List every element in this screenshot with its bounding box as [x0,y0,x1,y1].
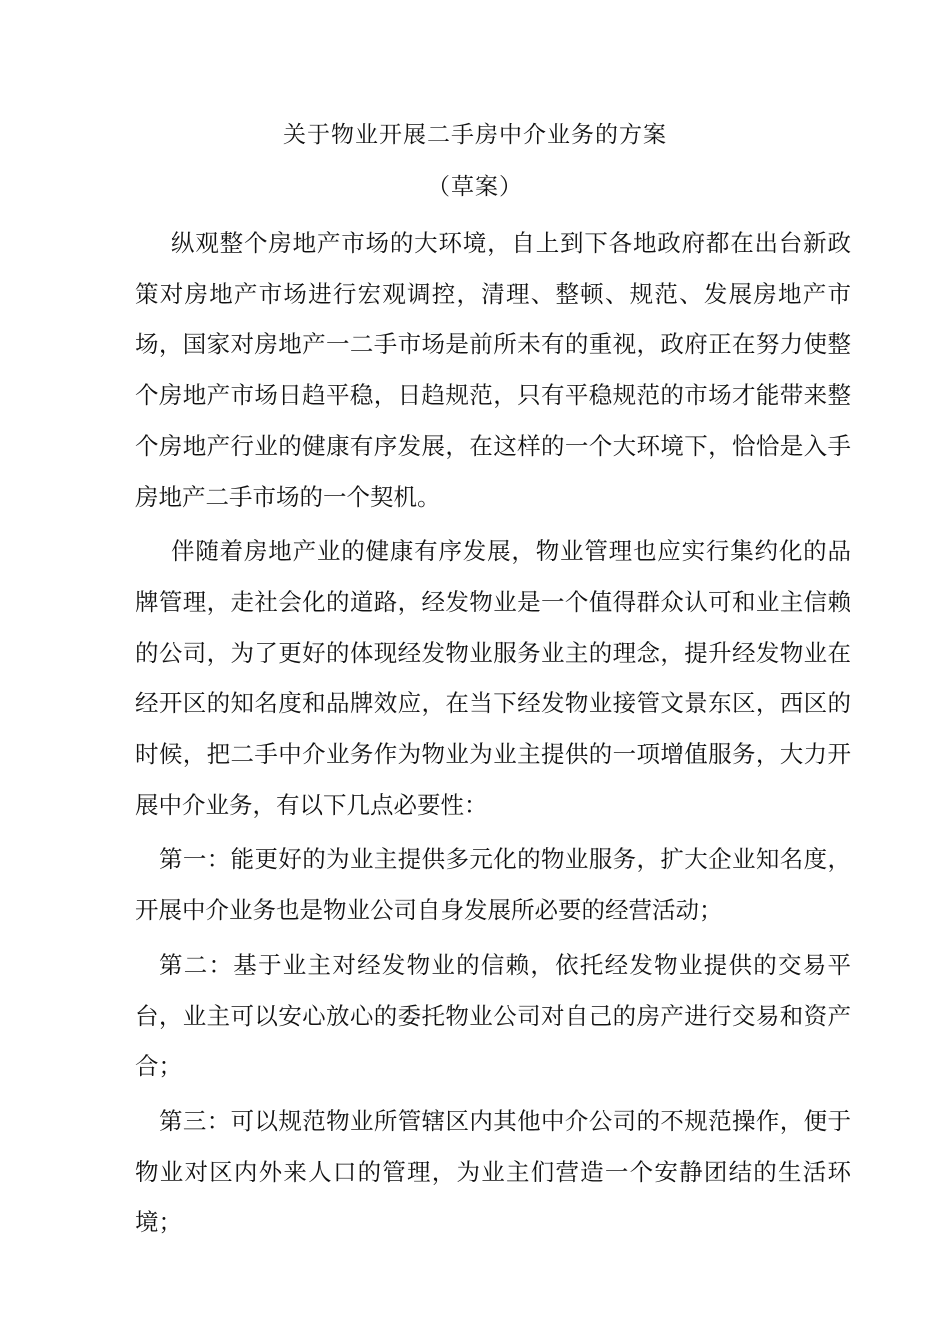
document-title: 关于物业开展二手房中介业务的方案 [283,122,667,148]
paragraph-market-overview: 纵观整个房地产市场的大环境，自上到下各地政府都在出台新政策对房地产市场进行宏观调控，清理、整顿、规范、发展房地产市场，国家对房地产一二手市场是前所未有的重视，政府正在努力使整个房地产市场日趋平稳，日趋规范，只有平稳规范的市场才能带来整个房地产行业的健康有序发展，在这样的一个大环境下，恰恰是入手房地产二手市场的一个契机。 [135,229,851,511]
point-second: 第二：基于业主对经发物业的信赖，依托经发物业提供的交易平台，业主可以安心放心的委托物业公司对自己的房产进行交易和资产合； [135,950,851,1081]
paragraph-necessity: 伴随着房地产业的健康有序发展，物业管理也应实行集约化的品牌管理，走社会化的道路，经发物业是一个值得群众认可和业主信赖的公司，为了更好的体现经发物业服务业主的理念，提升经发物业在经开区的知名度和品牌效应，在当下经发物业接管文景东区，西区的时候，把二手中介业务作为物业为业主提供的一项增值服务，大力开展中介业务，有以下几点必要性： [135,537,851,819]
document-subtitle: （草案） [427,174,523,200]
document-body [135,218,851,1248]
point-first: 第一：能更好的为业主提供多元化的物业服务，扩大企业知名度，开展中介业务也是物业公司自身发展所必要的经营活动； [135,845,851,925]
point-third: 第三：可以规范物业所管辖区内其他中介公司的不规范操作，便于物业对区内外来人口的管理，为业主们营造一个安静团结的生活环境； [135,1106,851,1237]
